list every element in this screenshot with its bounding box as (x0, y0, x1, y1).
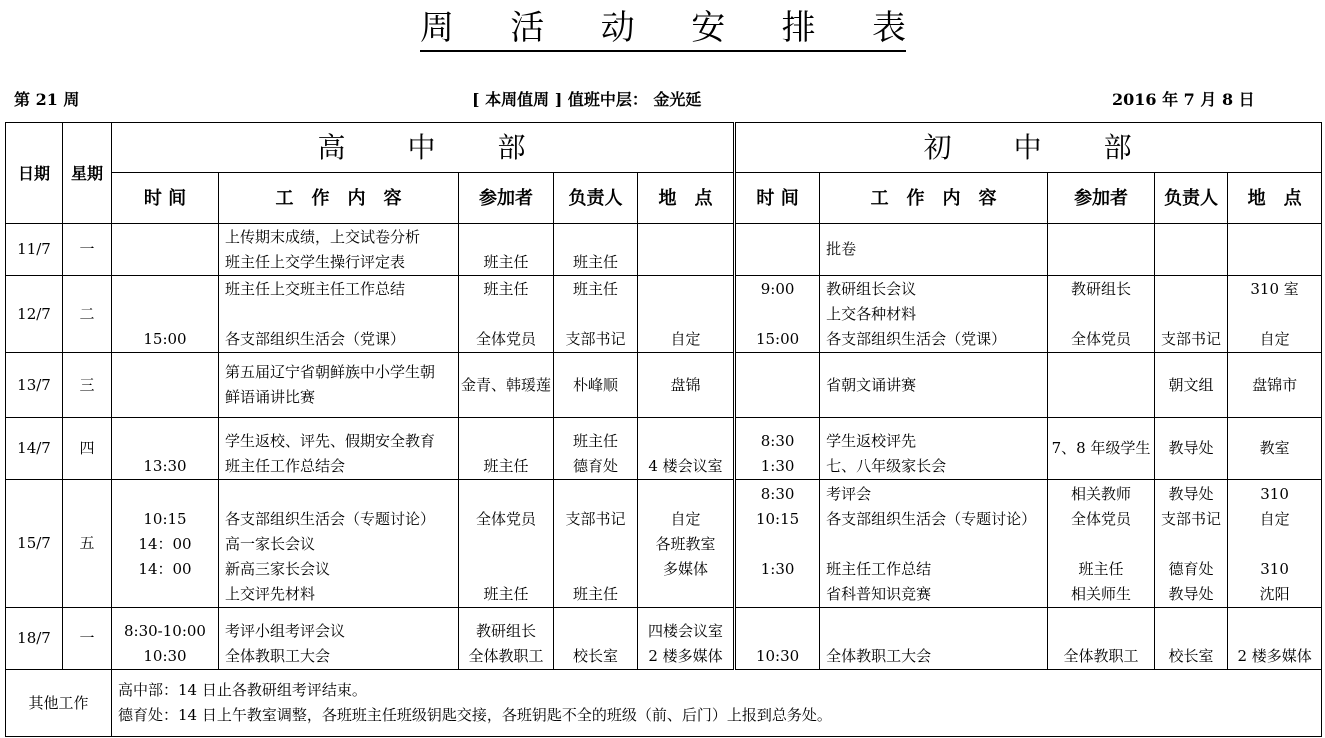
high-content-line: 考评小组考评会议 (225, 622, 346, 640)
other-work-row (6, 670, 1322, 737)
high-participants-line: 全体党员 (475, 330, 536, 348)
junior-responsible-line (1155, 277, 1227, 302)
junior-time-line: 15:00 (755, 330, 800, 348)
high-content-cell (219, 276, 459, 353)
high-location-line (638, 277, 733, 302)
high-responsible-line (554, 225, 637, 250)
junior-location-cell (1228, 480, 1322, 608)
high-location-cell (638, 480, 735, 608)
table-row (6, 608, 1322, 670)
junior-responsible-line (1155, 532, 1227, 557)
junior-location-line: 自定 (1259, 330, 1290, 348)
junior-responsible-line: 支部书记 (1161, 510, 1222, 528)
junior-location-line: 310 室 (1250, 280, 1299, 298)
high-time-cell (112, 480, 219, 608)
high-responsible-line (554, 557, 637, 582)
high-content-cell (219, 353, 459, 418)
high-responsible-line: 班主任 (572, 280, 618, 298)
high-location-line (638, 582, 733, 607)
junior-content-cell (820, 608, 1048, 670)
high-participants-line: 全体党员 (475, 510, 536, 528)
junior-content-line: 全体教职工大会 (826, 647, 932, 665)
high-location-line: 4 楼会议室 (648, 457, 723, 475)
high-location-line (638, 225, 733, 250)
table-row (6, 276, 1322, 353)
high-content-line (225, 302, 458, 327)
high-time-line (112, 250, 218, 275)
junior-content-cell (820, 353, 1048, 418)
junior-time-line: 10:30 (755, 647, 800, 665)
high-participants-line: 金青、韩瑗莲 (460, 375, 551, 394)
junior-responsible-line: 教导处 (1168, 585, 1214, 603)
high-location-line: 盘锦 (670, 375, 701, 394)
header-high-time: 时 间 (112, 173, 219, 224)
junior-location-cell (1228, 608, 1322, 670)
high-responsible-line (554, 532, 637, 557)
junior-participants-line: 相关教师 (1071, 485, 1132, 503)
junior-responsible-cell (1155, 353, 1228, 418)
high-responsible-line: 班主任 (572, 432, 618, 450)
page-title: 周 活 动 安 排 表 (420, 8, 906, 52)
junior-participants-line (1048, 373, 1154, 398)
junior-participants-line: 全体党员 (1071, 510, 1132, 528)
high-location-line: 2 楼多媒体 (648, 647, 723, 665)
high-responsible-line (554, 619, 637, 644)
junior-time-line (736, 302, 819, 327)
high-participants-line: 班主任 (483, 457, 529, 475)
junior-content-line: 学生返校评先 (826, 432, 917, 450)
junior-responsible-line: 支部书记 (1161, 330, 1222, 348)
junior-location-line (1228, 237, 1321, 262)
junior-location-line: 自定 (1259, 510, 1290, 528)
high-time-line (112, 482, 218, 507)
header-junior-time: 时 间 (735, 173, 820, 224)
high-responsible-cell (554, 480, 638, 608)
junior-participants-cell (1048, 480, 1155, 608)
other-work-line: 高中部：14 日止各教研组考评结束。 (118, 681, 367, 699)
junior-responsible-line (1155, 237, 1227, 262)
schedule-table (5, 122, 1322, 737)
junior-time-line: 1:30 (760, 457, 795, 475)
row-date: 14/7 (6, 418, 63, 480)
high-location-line: 四楼会议室 (648, 622, 724, 640)
high-content-line (225, 482, 458, 507)
junior-time-cell (735, 608, 820, 670)
high-content-line: 全体教职工大会 (225, 647, 331, 665)
row-date: 13/7 (6, 353, 63, 418)
high-responsible-line: 支部书记 (565, 510, 626, 528)
table-row (6, 353, 1322, 418)
high-time-cell (112, 276, 219, 353)
high-responsible-cell (554, 276, 638, 353)
high-location-line: 自定 (670, 510, 701, 528)
junior-participants-cell (1048, 353, 1155, 418)
high-time-line (112, 429, 218, 454)
junior-content-cell (820, 418, 1048, 480)
other-work-line: 德育处：14 日上午教室调整，各班班主任班级钥匙交接，各班钥匙不全的班级（前、后门）上报到总务处。 (118, 706, 832, 724)
junior-responsible-line: 德育处 (1168, 560, 1214, 578)
table-row (6, 480, 1322, 608)
row-date: 18/7 (6, 608, 63, 670)
junior-time-line (736, 532, 819, 557)
high-responsible-line: 德育处 (572, 457, 618, 475)
high-participants-line: 班主任 (483, 585, 529, 603)
junior-time-line (736, 237, 819, 262)
junior-location-line: 教室 (1259, 439, 1290, 457)
high-content-cell (219, 608, 459, 670)
high-participants-cell (459, 224, 554, 276)
high-participants-line (459, 302, 553, 327)
high-responsible-line: 班主任 (572, 585, 618, 603)
junior-time-cell (735, 353, 820, 418)
junior-time-cell (735, 276, 820, 353)
high-participants-cell (459, 353, 554, 418)
junior-location-cell (1228, 353, 1322, 418)
high-location-line (638, 302, 733, 327)
junior-responsible-cell (1155, 480, 1228, 608)
junior-content-line: 班主任工作总结 (826, 560, 932, 578)
high-participants-cell (459, 418, 554, 480)
row-weekday: 三 (63, 353, 112, 418)
junior-responsible-line: 朝文组 (1168, 375, 1214, 394)
duty-info: [ 本周值周 ] 值班中层： 金光延 (472, 90, 702, 109)
high-participants-cell (459, 480, 554, 608)
junior-time-line: 8:30 (760, 485, 795, 503)
row-weekday: 五 (63, 480, 112, 608)
junior-content-line: 教研组长会议 (826, 280, 917, 298)
junior-participants-line: 7、8 年级学生 (1051, 439, 1151, 457)
junior-content-cell (820, 480, 1048, 608)
high-content-cell (219, 418, 459, 480)
junior-participants-line (1048, 532, 1154, 557)
high-location-cell (638, 608, 735, 670)
high-time-line: 8:30-10:00 (124, 622, 206, 640)
high-time-line: 10:15 (143, 510, 187, 528)
high-content-line: 班主任上交学生操行评定表 (225, 253, 406, 271)
junior-time-cell (735, 224, 820, 276)
high-responsible-line (554, 302, 637, 327)
row-date: 12/7 (6, 276, 63, 353)
table-row (6, 224, 1322, 276)
high-content-line: 班主任上交班主任工作总结 (225, 280, 406, 298)
high-time-line: 15:00 (143, 330, 187, 348)
junior-responsible-line: 教导处 (1168, 485, 1214, 503)
junior-participants-line (1048, 302, 1154, 327)
high-time-line: 14：00 (138, 535, 192, 553)
high-responsible-cell (554, 353, 638, 418)
high-time-line (112, 373, 218, 398)
junior-content-line: 省科普知识竞赛 (826, 585, 932, 603)
high-location-line: 自定 (670, 330, 701, 348)
junior-participants-line: 全体党员 (1071, 330, 1132, 348)
header-date: 日期 (6, 123, 63, 224)
high-location-line (638, 250, 733, 275)
header-high-school: 高 中 部 (112, 123, 735, 173)
junior-location-cell (1228, 418, 1322, 480)
junior-location-line (1228, 302, 1321, 327)
junior-participants-line (1048, 237, 1154, 262)
high-content-line: 各支部组织生活会（党课） (225, 330, 406, 348)
junior-responsible-cell (1155, 608, 1228, 670)
high-responsible-line: 校长室 (572, 647, 618, 665)
high-time-line: 14：00 (138, 560, 192, 578)
high-location-cell (638, 224, 735, 276)
row-weekday: 二 (63, 276, 112, 353)
high-content-line: 新高三家长会议 (225, 560, 331, 578)
junior-content-line: 省朝文诵讲赛 (826, 375, 917, 394)
header-junior-responsible: 负责人 (1155, 173, 1228, 224)
high-responsible-line: 班主任 (572, 253, 618, 271)
high-location-line (638, 429, 733, 454)
high-participants-cell (459, 608, 554, 670)
high-location-cell (638, 418, 735, 480)
other-work-label: 其他工作 (6, 670, 112, 737)
high-content-line: 学生返校、评先、假期安全教育 (225, 432, 436, 450)
header-junior-participants: 参加者 (1048, 173, 1155, 224)
junior-participants-line: 相关师生 (1071, 585, 1132, 603)
junior-responsible-line (1155, 302, 1227, 327)
high-location-cell (638, 353, 735, 418)
junior-time-cell (735, 418, 820, 480)
high-time-line: 10:30 (143, 647, 187, 665)
junior-location-line: 2 楼多媒体 (1237, 647, 1312, 665)
junior-location-line: 310 (1260, 560, 1289, 578)
high-content-line: 高一家长会议 (225, 535, 316, 553)
high-participants-line: 教研组长 (475, 622, 536, 640)
header-high-responsible: 负责人 (554, 173, 638, 224)
junior-responsible-cell (1155, 276, 1228, 353)
row-date: 15/7 (6, 480, 63, 608)
high-content-line: 鲜语诵讲比赛 (225, 388, 316, 406)
junior-content-cell (820, 224, 1048, 276)
junior-participants-cell (1048, 224, 1155, 276)
high-location-line (638, 482, 733, 507)
junior-content-line (826, 532, 1047, 557)
header-high-location: 地 点 (638, 173, 735, 224)
junior-participants-line: 全体教职工 (1063, 647, 1139, 665)
high-participants-line: 全体教职工 (468, 647, 544, 665)
high-content-line: 上传期末成绩，上交试卷分析 (225, 228, 421, 246)
high-time-cell (112, 418, 219, 480)
high-time-cell (112, 608, 219, 670)
junior-content-cell (820, 276, 1048, 353)
high-responsible-cell (554, 418, 638, 480)
junior-location-line: 沈阳 (1259, 585, 1290, 603)
junior-content-line: 七、八年级家长会 (826, 457, 947, 475)
high-participants-line (459, 482, 553, 507)
junior-time-line: 9:00 (760, 280, 795, 298)
high-location-line: 多媒体 (663, 560, 709, 578)
header-high-content: 工 作 内 容 (219, 173, 459, 224)
header-high-participants: 参加者 (459, 173, 554, 224)
header-junior-school: 初 中 部 (735, 123, 1322, 173)
high-participants-line: 班主任 (483, 253, 529, 271)
high-responsible-cell (554, 608, 638, 670)
junior-location-cell (1228, 224, 1322, 276)
junior-participants-cell (1048, 276, 1155, 353)
high-location-cell (638, 276, 735, 353)
junior-participants-line: 教研组长 (1071, 280, 1132, 298)
high-participants-line (459, 429, 553, 454)
junior-location-line (1228, 532, 1321, 557)
junior-content-line: 考评会 (826, 485, 872, 503)
high-participants-line (459, 225, 553, 250)
high-content-line: 上交评先材料 (225, 585, 316, 603)
high-responsible-line (554, 482, 637, 507)
header-weekday: 星期 (63, 123, 112, 224)
high-participants-line (459, 557, 553, 582)
junior-location-cell (1228, 276, 1322, 353)
table-row (6, 418, 1322, 480)
junior-time-line (736, 582, 819, 607)
junior-location-line: 310 (1260, 485, 1289, 503)
junior-time-line: 10:15 (755, 510, 800, 528)
high-time-line (112, 225, 218, 250)
row-weekday: 一 (63, 608, 112, 670)
row-weekday: 四 (63, 418, 112, 480)
junior-participants-cell (1048, 608, 1155, 670)
other-work-content (112, 670, 1322, 737)
high-content-cell (219, 224, 459, 276)
junior-location-line: 盘锦市 (1252, 375, 1298, 394)
junior-time-line: 1:30 (760, 560, 795, 578)
high-participants-line (459, 532, 553, 557)
junior-responsible-line: 教导处 (1168, 439, 1214, 457)
high-content-line: 班主任工作总结会 (225, 457, 346, 475)
high-responsible-line: 支部书记 (565, 330, 626, 348)
junior-responsible-line: 校长室 (1168, 647, 1214, 665)
header-junior-content: 工 作 内 容 (820, 173, 1048, 224)
row-date: 11/7 (6, 224, 63, 276)
high-participants-cell (459, 276, 554, 353)
high-time-line: 13:30 (143, 457, 187, 475)
week-label: 第 21 周 (14, 90, 80, 109)
junior-responsible-cell (1155, 418, 1228, 480)
high-time-line (112, 277, 218, 302)
junior-time-line: 8:30 (760, 432, 795, 450)
high-content-line: 第五届辽宁省朝鲜族中小学生朝 (225, 363, 436, 381)
high-participants-line: 班主任 (483, 280, 529, 298)
high-location-line: 各班教室 (655, 535, 716, 553)
high-time-cell (112, 224, 219, 276)
high-content-cell (219, 480, 459, 608)
junior-participants-line: 班主任 (1078, 560, 1124, 578)
junior-content-line: 各支部组织生活会（专题讨论） (826, 510, 1037, 528)
high-time-line (112, 302, 218, 327)
junior-time-line (736, 373, 819, 398)
junior-content-line: 批卷 (826, 240, 857, 258)
high-content-line: 各支部组织生活会（专题讨论） (225, 510, 436, 528)
high-responsible-line: 朴峰顺 (572, 375, 618, 394)
junior-content-line: 各支部组织生活会（党课） (826, 330, 1007, 348)
row-weekday: 一 (63, 224, 112, 276)
header-junior-location: 地 点 (1228, 173, 1322, 224)
junior-time-cell (735, 480, 820, 608)
date-label: 2016 年 7 月 8 日 (1112, 90, 1255, 109)
junior-participants-cell (1048, 418, 1155, 480)
junior-responsible-cell (1155, 224, 1228, 276)
high-responsible-cell (554, 224, 638, 276)
junior-content-line: 上交各种材料 (826, 305, 917, 323)
high-time-line (112, 582, 218, 607)
high-time-cell (112, 353, 219, 418)
